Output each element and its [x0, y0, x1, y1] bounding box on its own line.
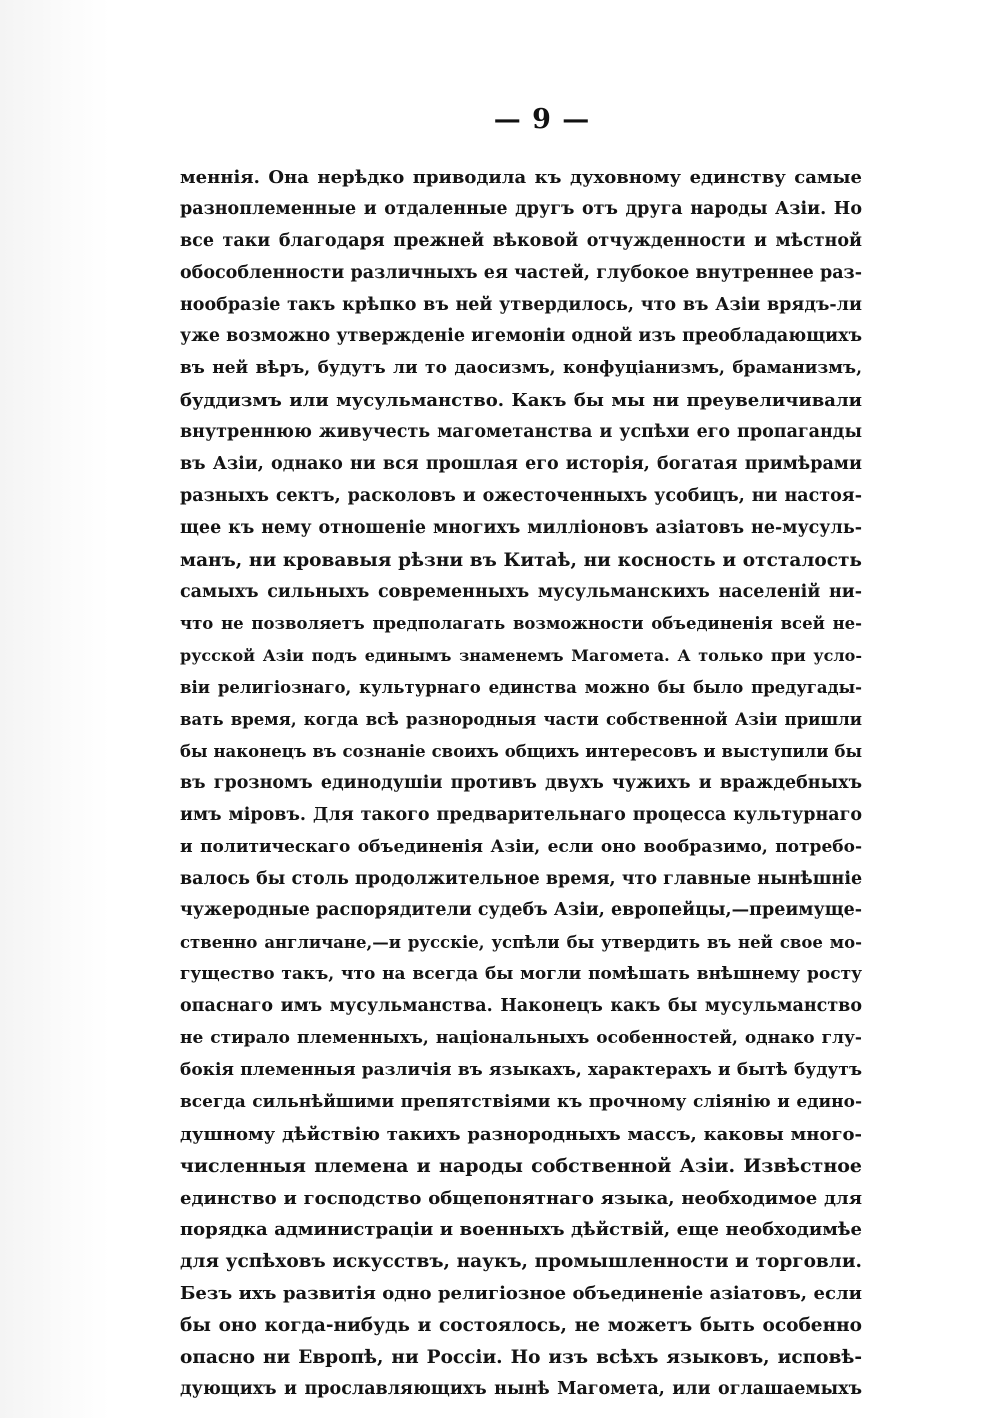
text-line: буддизмъ или мусульманство. Какъ бы мы ни преувеличивали	[180, 390, 862, 412]
text-line: бокiя племенныя различiя въ языкахъ, характерахъ и бытѣ будутъ	[180, 1059, 862, 1080]
text-line: обособленности различныхъ ея частей, глубокое внутреннее раз-	[180, 262, 862, 283]
body-text	[180, 162, 862, 1406]
text-line: бы наконецъ въ сознанiе своихъ общихъ интересовъ и выступили бы	[180, 742, 862, 762]
text-line: щее къ нему отношенiе многихъ миллiоновъ азiатовъ не-мусуль-	[180, 517, 862, 538]
text-line: душному дѣйствiю такихъ разнородныхъ массъ, каковы много-	[180, 1123, 862, 1145]
text-line: валось бы столь продолжительное время, что главные нынѣшнiе	[180, 868, 862, 889]
text-line: нообразiе такъ крѣпко въ ней утвердилось, что въ Азiи врядъ-ли	[180, 294, 862, 315]
text-line: имъ мiровъ. Для такого предварительнаго процесса культурнаго	[180, 804, 862, 825]
text-line: гущество такъ, что на всегда бы могли помѣшать внѣшнему росту	[180, 964, 862, 985]
text-line: и политическаго объединенiя Азiи, если оно вообразимо, потребо-	[180, 836, 862, 857]
text-line: опасно ни Европѣ, ни Россiи. Но изъ всѣхъ языковъ, исповѣ-	[180, 1346, 862, 1368]
text-line: меннiя. Она нерѣдко приводила къ духовному единству самые	[180, 167, 862, 188]
text-line: численныя племена и народы собственной Азiи. Извѣстное	[180, 1154, 862, 1177]
text-line: Безъ ихъ развитiя одно религiозное объединенiе азiатовъ, если	[180, 1283, 862, 1305]
page-number: — 9 —	[493, 104, 591, 135]
text-line: въ грозномъ единодушiи противъ двухъ чужихъ и враждебныхъ	[180, 772, 862, 793]
text-line: ственно англичане,—и русскiе, успѣли бы утвердить въ ней свое мо-	[180, 933, 862, 953]
text-line: вать время, когда всѣ разнородныя части собственной Азiи пришли	[180, 710, 862, 730]
text-line: самыхъ сильныхъ современныхъ мусульманскихъ населенiй ни-	[180, 581, 862, 602]
text-line: разныхъ сектъ, расколовъ и ожесточенныхъ усобицъ, ни настоя-	[180, 485, 862, 506]
text-line: въ Азiи, однако ни вся прошлая его исторiя, богатая примѣрами	[180, 454, 862, 475]
text-line: русской Азiи подъ единымъ знаменемъ Магомета. А только при усло-	[180, 646, 862, 666]
text-line: все таки благодаря прежней вѣковой отчужденности и мѣстной	[180, 230, 862, 251]
text-line: манъ, ни кровавыя рѣзни въ Китаѣ, ни косность и отсталость	[180, 549, 862, 571]
text-line: въ ней вѣръ, будутъ ли то даосизмъ, конфуцiанизмъ, браманизмъ,	[180, 358, 862, 379]
text-line: для успѣховъ искусствъ, наукъ, промышленности и торговли.	[180, 1251, 862, 1273]
text-line: всегда сильнѣйшими препятствiями къ прочному слiянiю и едино-	[180, 1091, 862, 1112]
text-line: уже возможно утвержденiе игемонiи одной изъ преобладающихъ	[180, 326, 862, 347]
text-line: разноплеменные и отдаленные другъ отъ друга народы Азiи. Но	[180, 198, 862, 219]
text-line: единство и господство общепонятнаго языка, необходимое для	[180, 1187, 862, 1209]
text-line: вiи религiознаго, культурнаго единства можно бы было предугады-	[180, 678, 862, 698]
text-line: чужеродные распорядители судебъ Азiи, европейцы,—преимуще-	[180, 900, 862, 921]
text-line: не стирало племенныхъ, нацiональныхъ особенностей, однако глу-	[180, 1028, 862, 1049]
scan-edge-shading	[0, 0, 110, 1418]
text-line: дующихъ и прославляющихъ нынѣ Магомета, или оглашаемыхъ	[180, 1378, 862, 1399]
text-line: порядка администрацiи и военныхъ дѣйствiй, еще необходимѣе	[180, 1219, 862, 1241]
text-line: бы оно когда-нибудь и состоялось, не можетъ быть особенно	[180, 1315, 862, 1337]
text-line: внутреннюю живучесть магометанства и успѣхи его пропаганды	[180, 422, 862, 443]
text-line: опаснаго имъ мусульманства. Наконецъ какъ бы мусульманство	[180, 996, 862, 1017]
text-line: что не позволяетъ предполагать возможности объединенiя всей не-	[180, 614, 862, 634]
